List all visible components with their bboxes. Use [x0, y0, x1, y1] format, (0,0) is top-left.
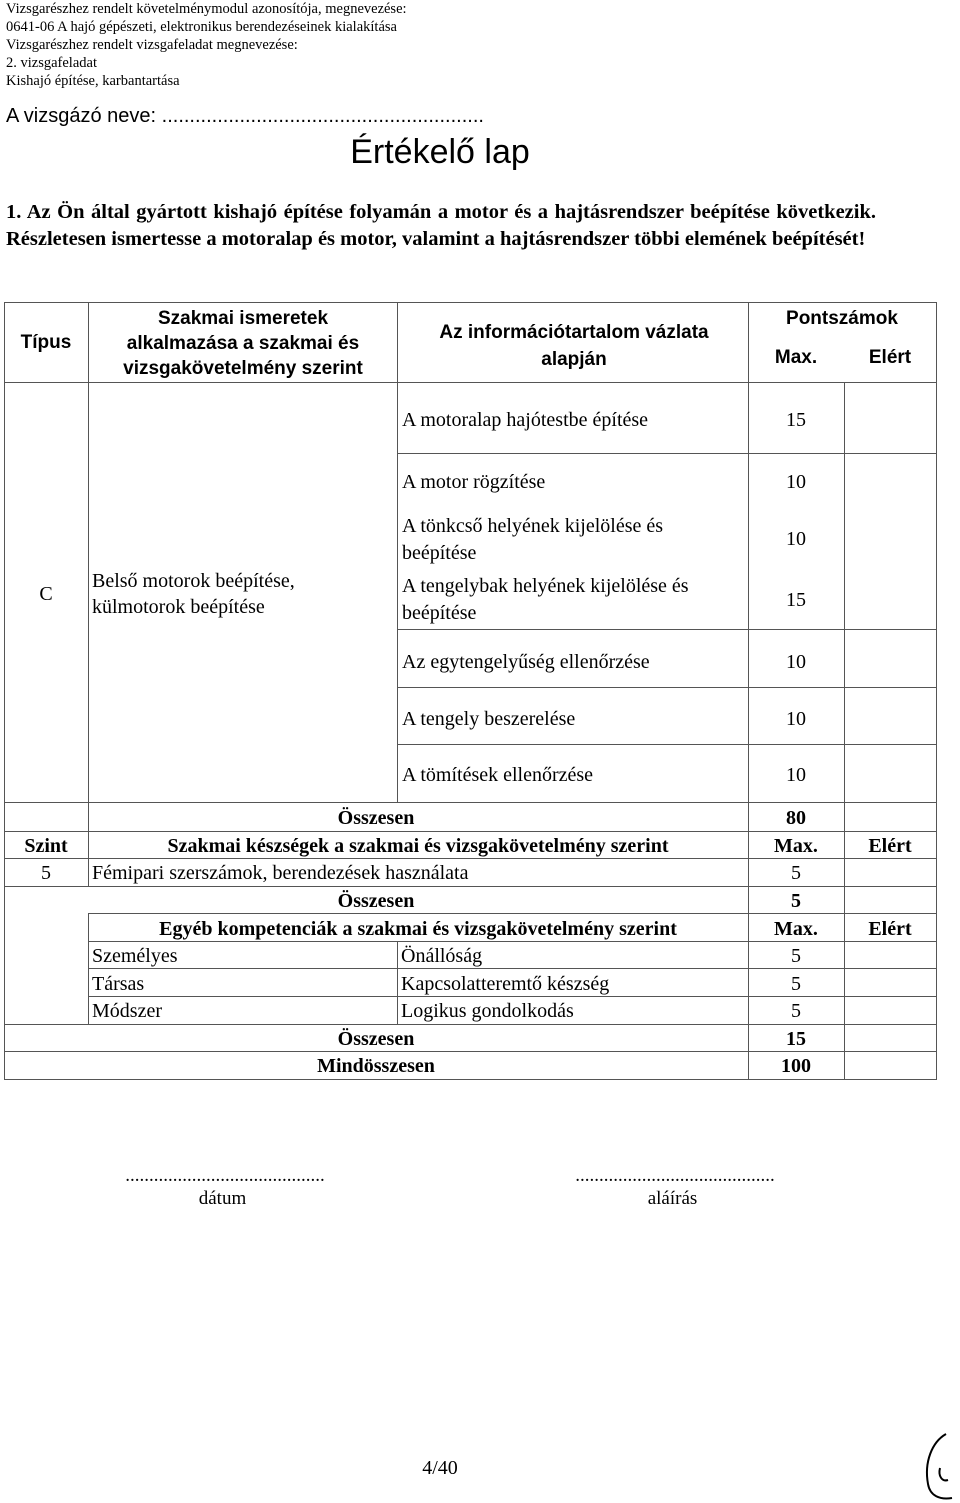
item-label: A tönkcső helyének kijelölése és beépítése: [402, 515, 664, 564]
task-question: 1. Az Ön által gyártott kishajó építése folyamán a motor és a hajtásrendszer beépítése következik. Részletesen ismertesse a motoralap és motor, valamint a hajtásrendszer többi elemének beépítését!: [6, 201, 876, 250]
candidate-name-line: A vizsgázó neve: ..........................................................: [6, 105, 484, 127]
competencies-elert-header: Elért: [868, 918, 912, 940]
item-label: A tengely beszerelése: [402, 708, 576, 730]
competency-max: 5: [791, 1000, 801, 1022]
item-max: 10: [786, 708, 806, 730]
skills-header: Szakmai készségek a szakmai és vizsgakövetelmény szerint: [167, 835, 669, 857]
section2-total-label: Összesen: [337, 890, 415, 912]
section1-total-label: Összesen: [337, 807, 415, 829]
item-max: 15: [786, 589, 806, 611]
header-module-name: 0641-06 A hajó gépészeti, elektronikus berendezéseinek kialakítása: [6, 19, 397, 35]
header-pontszamok: Pontszámok: [786, 308, 898, 329]
skill-level: 5: [41, 862, 51, 884]
competencies-header: Egyéb kompetenciák a szakmai és vizsgakövetelmény szerint: [159, 918, 677, 940]
item-max: 10: [786, 764, 806, 786]
item-max: 15: [786, 409, 806, 431]
section2-total: 5: [791, 890, 801, 912]
skill-max: 5: [791, 862, 801, 884]
date-label: dátum: [198, 1188, 247, 1209]
corner-mark-icon: [918, 1428, 958, 1502]
competency-category: Módszer: [92, 1000, 162, 1022]
header-module-label: Vizsgarészhez rendelt követelménymodul azonosítója, megnevezése:: [6, 1, 407, 17]
section1-total: 80: [786, 807, 806, 829]
skills-max-header: Max.: [774, 835, 818, 857]
grand-total: 100: [781, 1055, 811, 1077]
date-dots: ..........................................: [125, 1165, 325, 1186]
header-elert: Elért: [868, 347, 912, 368]
header-szakmai-ismeretek: Szakmai ismeretek alkalmazása a szakmai és vizsgakövetelmény szerint: [123, 308, 363, 379]
row-topic: Belső motorok beépítése, külmotorok beépítése: [92, 570, 295, 618]
row-type: C: [39, 583, 53, 605]
signature-dots: ..........................................: [575, 1165, 775, 1186]
grand-total-label: Mindösszesen: [317, 1055, 435, 1077]
item-max: 10: [786, 471, 806, 493]
item-max: 10: [786, 528, 806, 550]
header-tipus: Típus: [20, 332, 72, 353]
item-label: A motoralap hajótestbe építése: [402, 409, 649, 431]
szint-header: Szint: [24, 835, 68, 857]
signature-label: aláírás: [647, 1188, 698, 1209]
skill-label: Fémipari szerszámok, berendezések használata: [92, 862, 469, 884]
header-info-vazlat: Az információtartalom vázlata alapján: [439, 322, 709, 370]
header-max: Max.: [774, 347, 818, 368]
competencies-max-header: Max.: [774, 918, 818, 940]
header-task-name: Kishajó építése, karbantartása: [6, 73, 180, 89]
competency-name: Logikus gondolkodás: [401, 1000, 574, 1022]
competency-max: 5: [791, 945, 801, 967]
competency-name: Kapcsolatteremtő készség: [401, 973, 610, 995]
competency-category: Személyes: [92, 945, 178, 967]
page-title: Értékelő lap: [350, 133, 530, 171]
evaluation-table: [4, 302, 937, 1080]
item-label: Az egytengelyűség ellenőrzése: [402, 651, 650, 673]
page-number: 4/40: [422, 1457, 458, 1479]
section3-total: 15: [786, 1028, 806, 1050]
item-label: A motor rögzítése: [402, 471, 546, 493]
item-max: 10: [786, 651, 806, 673]
competency-max: 5: [791, 973, 801, 995]
item-label: A tengelybak helyének kijelölése és beépítése: [402, 575, 689, 624]
section3-total-label: Összesen: [337, 1028, 415, 1050]
competency-category: Társas: [92, 973, 145, 995]
competency-name: Önállóság: [401, 945, 483, 967]
item-label: A tömítések ellenőrzése: [402, 764, 594, 786]
header-task-label: Vizsgarészhez rendelt vizsgafeladat megnevezése:: [6, 37, 298, 53]
header-task-number: 2. vizsgafeladat: [6, 55, 97, 71]
skills-elert-header: Elért: [868, 835, 912, 857]
